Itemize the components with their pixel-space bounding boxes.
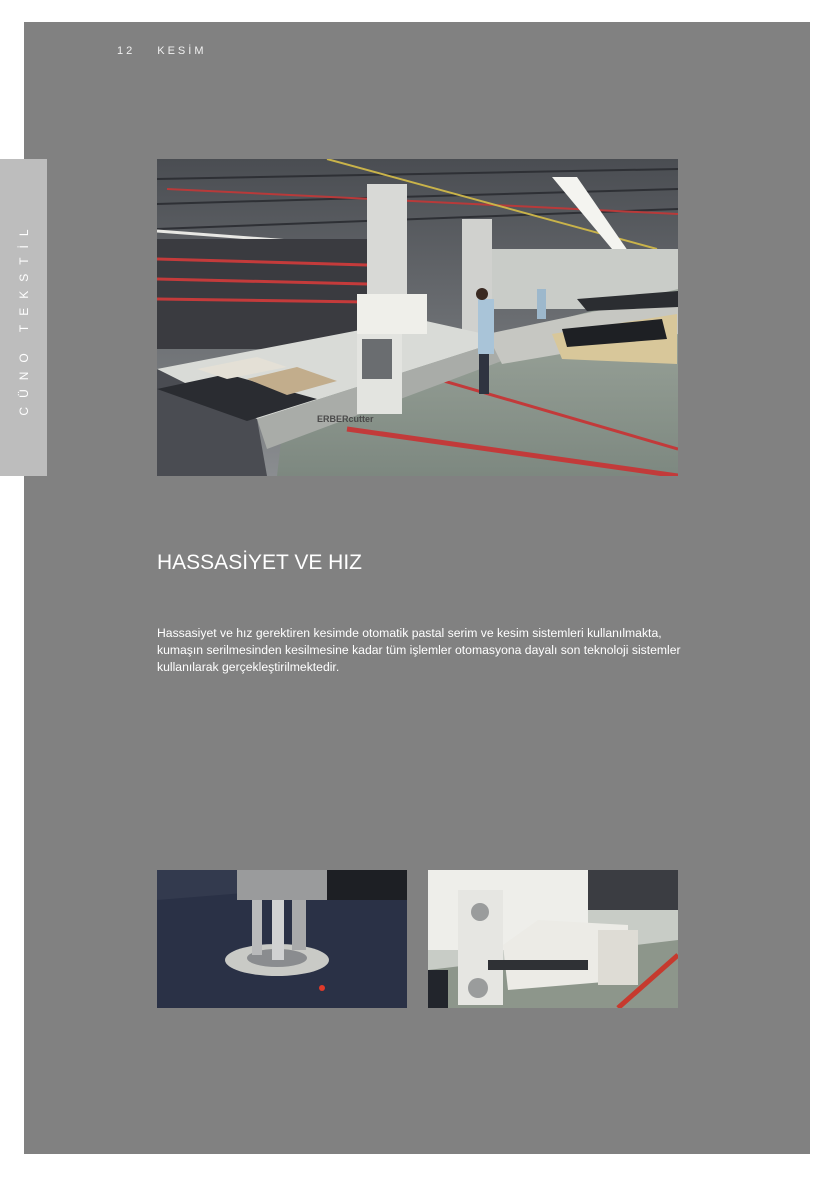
side-tab-brand: CÜNO TEKSTİL bbox=[16, 219, 31, 416]
side-tab-label-wrap bbox=[0, 159, 47, 476]
page-header bbox=[117, 45, 206, 57]
machine-label: ERBERcutter bbox=[317, 414, 374, 424]
cutting-room-photo bbox=[157, 159, 678, 476]
body-paragraph: Hassasiyet ve hız gerektiren kesimde otomatik pastal serim ve kesim sistemleri kullanılmakta, kumaşın serilmesinden kesilmesine kadar tüm işlemler otomasyona dayalı son teknoloji sistemler kullanılarak gerçekleştirilmektedir. bbox=[157, 626, 681, 674]
page-number: 12 bbox=[117, 45, 136, 57]
cutting-knife-photo bbox=[157, 870, 407, 1008]
section-heading: HASSASİYET VE HIZ bbox=[157, 551, 363, 574]
fusing-machine-photo bbox=[428, 870, 678, 1008]
section-title: KESİM bbox=[157, 45, 207, 57]
